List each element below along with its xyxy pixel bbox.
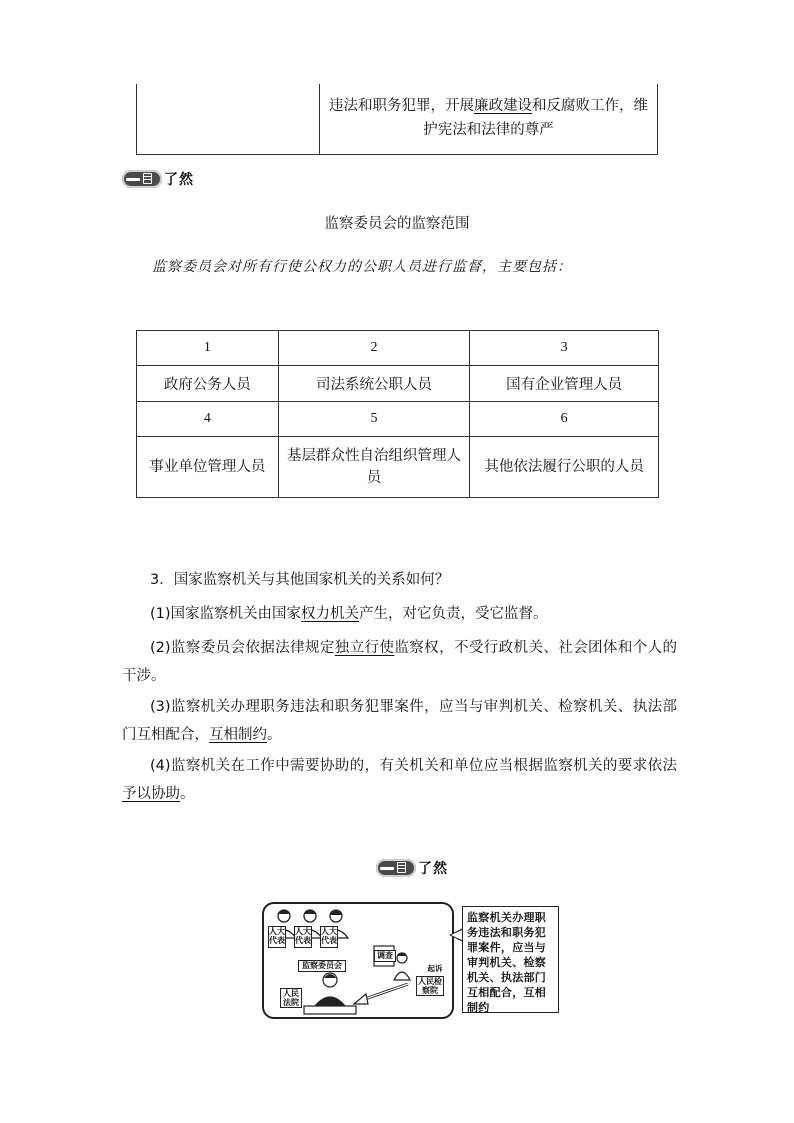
table-cell: 1 xyxy=(137,331,279,366)
text: (3)监察机关办理职务违法和职务犯罪案件，应当与审判机关、检察机关、执法部门互相配合， xyxy=(122,699,677,743)
investigation-sign: 调查 xyxy=(374,950,396,962)
procuratorate-sign: 人民检察院 xyxy=(418,977,442,995)
table-row-numbers-1 xyxy=(137,331,659,366)
table-cell: 基层群众性自治组织管理人员 xyxy=(278,437,470,498)
yimu-liaoran-badge xyxy=(122,168,194,190)
callout-tail xyxy=(449,928,463,942)
illustration-callout: 监察机关办理职务违法和职务犯罪案件，应当与审判机关、检察机关、执法部门互相配合，互相制约 xyxy=(462,906,559,1013)
top-table-left-cell xyxy=(137,84,320,154)
text: (2)监察委员会依据法律规定 xyxy=(150,640,335,656)
text: 产生，对它负责，受它监督。 xyxy=(359,606,548,622)
supervisory-commission-sign: 监察委员会 xyxy=(298,960,346,972)
table-cell: 3 xyxy=(470,331,659,366)
table-row-numbers-2 xyxy=(137,402,659,437)
question-heading xyxy=(122,566,677,594)
answer-paragraph-2 xyxy=(122,634,677,690)
supervision-illustration xyxy=(262,902,454,1019)
text: (4)监察机关在工作中需要协助的，有关机关和单位应当根据监察机关的要求依法 xyxy=(150,758,677,774)
table-cell: 4 xyxy=(137,402,279,437)
badge-pill-icon xyxy=(122,170,162,188)
table-cell: 政府公务人员 xyxy=(137,366,279,402)
badge-text: 了然 xyxy=(418,861,448,877)
table-cell: 事业单位管理人员 xyxy=(137,437,279,498)
text: 。 xyxy=(267,727,282,743)
table-row-labels-2 xyxy=(137,437,659,498)
deputy-sign: 人大代表 xyxy=(268,926,286,948)
prosecution-label: 起诉 xyxy=(424,964,446,974)
underlined-term: 权力机关 xyxy=(301,606,360,622)
yimu-liaoran-badge xyxy=(376,857,448,879)
deputy-sign: 人大代表 xyxy=(320,926,338,948)
underlined-term: 予以协助 xyxy=(122,786,180,802)
text: (1)国家监察机关由国家 xyxy=(150,606,302,622)
top-table-right-cell: 违法和职务犯罪，开展廉政建设和反腐败工作，维护宪法和法律的尊严 xyxy=(329,98,648,138)
badge-pill-icon xyxy=(376,859,416,877)
text: 监察权，不受行政机关、社会团体和个人的干涉。 xyxy=(122,640,678,684)
top-table-fragment xyxy=(136,84,658,155)
table-cell: 司法系统公职人员 xyxy=(278,366,470,402)
underlined-term: 廉政建设 xyxy=(474,98,532,114)
scope-table xyxy=(136,330,659,498)
answer-paragraph-4 xyxy=(122,752,677,808)
table-cell: 国有企业管理人员 xyxy=(470,366,659,402)
table-cell: 6 xyxy=(470,402,659,437)
scope-intro: 监察委员会对所有行使公权力的公职人员进行监督，主要包括： xyxy=(152,259,572,275)
badge-text: 了然 xyxy=(164,172,194,188)
table-cell: 其他依法履行公职的人员 xyxy=(470,437,659,498)
question-heading-text: 3．国家监察机关与其他国家机关的关系如何？ xyxy=(150,572,450,588)
table-row-labels-1 xyxy=(137,366,659,402)
answer-paragraph-3 xyxy=(122,693,677,749)
table-cell: 2 xyxy=(278,331,470,366)
underlined-term: 独立行使 xyxy=(334,640,395,656)
text: 。 xyxy=(180,786,195,802)
answer-paragraph-1 xyxy=(122,600,677,628)
table-cell: 5 xyxy=(278,402,470,437)
court-sign: 人民法院 xyxy=(280,988,302,1008)
scope-title: 监察委员会的监察范围 xyxy=(324,216,470,232)
deputy-sign: 人大代表 xyxy=(294,926,312,948)
judge-figure-icon xyxy=(300,970,360,1016)
underlined-term: 互相制约 xyxy=(209,727,267,743)
